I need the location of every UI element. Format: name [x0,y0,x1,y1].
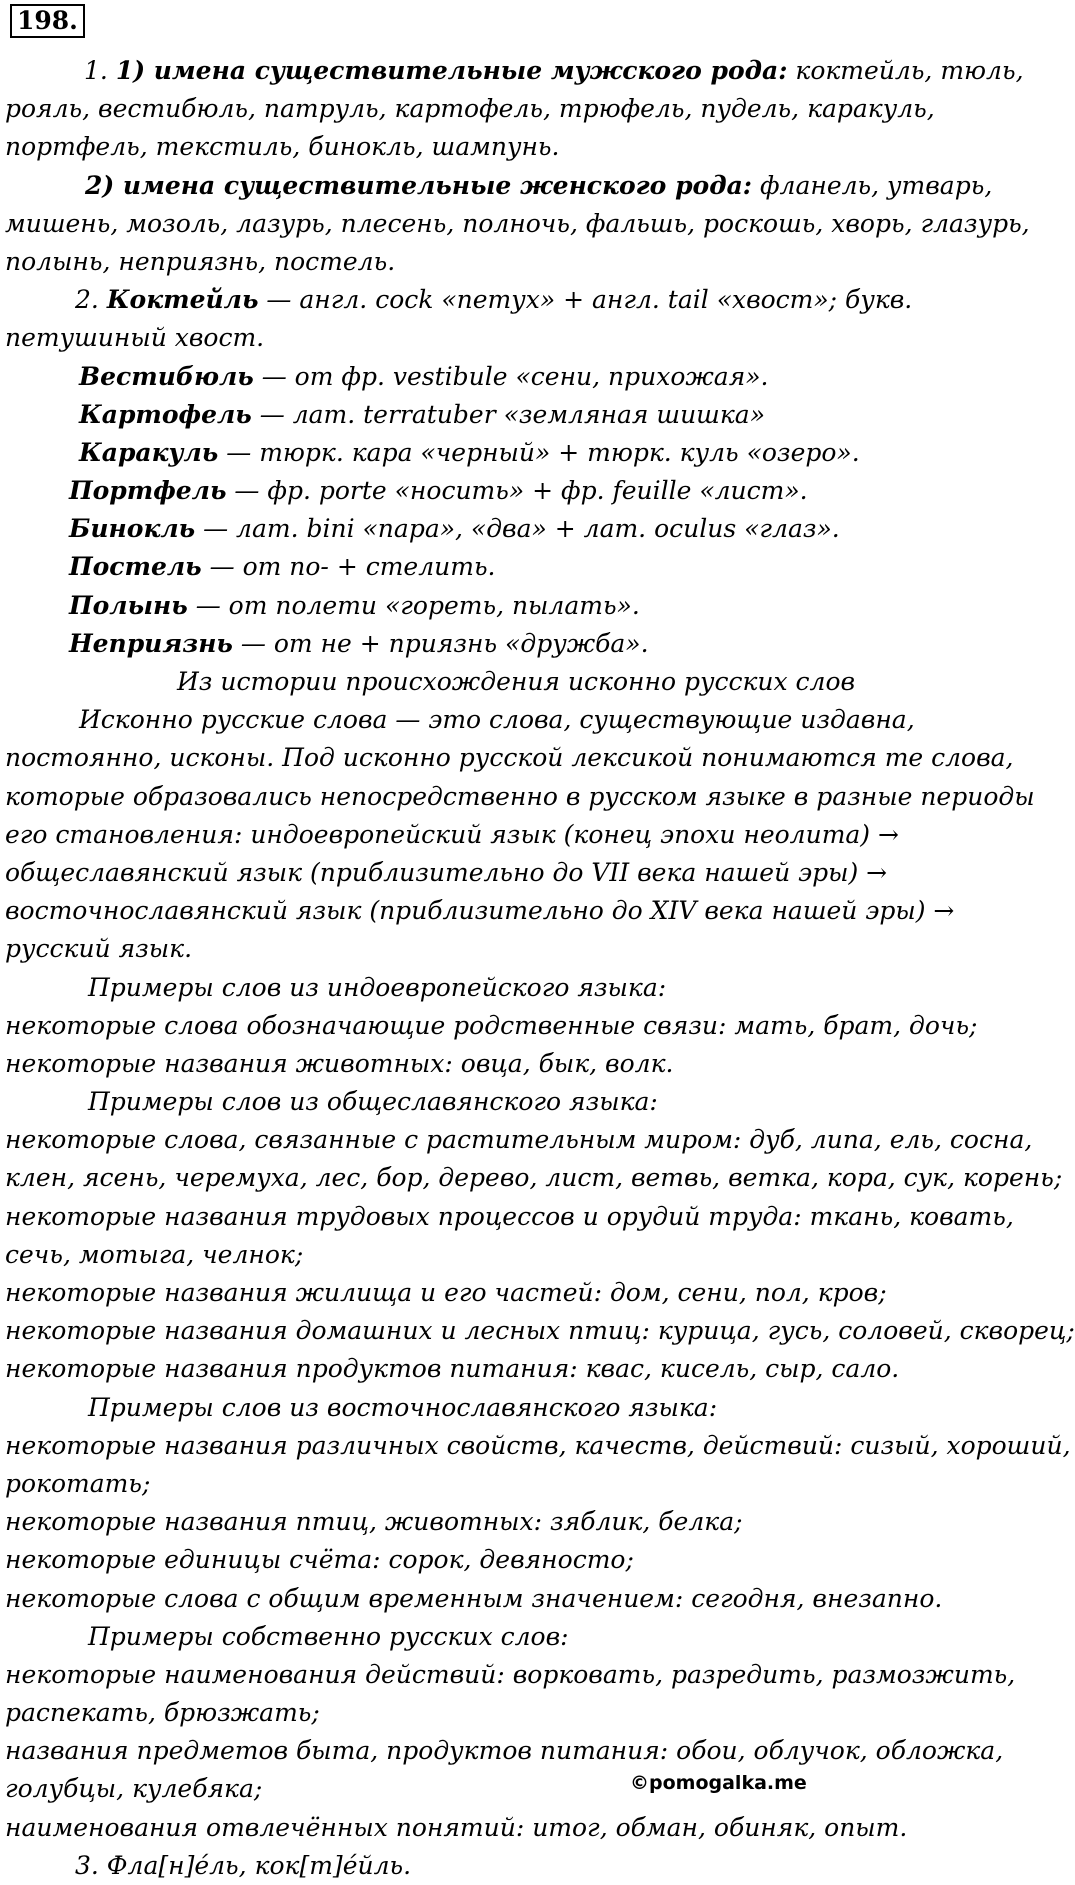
etymology-line: Неприязнь — от не + приязнь «дружба». [69,628,649,658]
exercise-number: 198. [10,4,85,38]
text-line: некоторые наименования действий: ворковать, разредить, размозжить, [5,1659,1016,1689]
watermark: ©pomogalka.me [630,1772,807,1794]
etymology-line: Портфель — фр. porte «носить» + фр. feuille «лист». [69,476,808,506]
etymology-line: Каракуль — тюрк. кара «черный» + тюрк. куль «озеро». [79,437,860,467]
text-line: некоторые слова, связанные с растительным миром: дуб, липа, ель, сосна, [5,1125,1033,1155]
bold-term: Коктейль [106,285,259,315]
etymology-line: Бинокль — лат. bini «пара», «два» + лат. oculus «глаз». [69,514,840,544]
text-line: некоторые слова с общим временным значением: сегодня, внезапно. [5,1583,943,1613]
text-line: рояль, вестибюль, патруль, картофель, трюфель, пудель, каракуль, [5,94,935,124]
text-line: 1. 1) имена существительные мужского рода: коктейль, тюль, [84,56,1024,85]
text-line: названия предметов быта, продуктов питания: обои, облучок, обложка, [5,1736,1004,1766]
text-line: распекать, брюзжать; [5,1698,320,1728]
text-line: некоторые названия животных: овца, бык, волк. [5,1048,674,1078]
text-line: восточнославянский язык (приблизительно до XIV века нашей эры) → [5,896,955,926]
text-line: рокотать; [5,1468,151,1498]
text-line: 3. Фла[н]éль, кок[т]éйль. [75,1850,412,1880]
text-line: некоторые названия различных свойств, качеств, действий: сизый, хороший, [5,1430,1071,1460]
text-line: сечь, мотыга, челнок; [5,1239,304,1269]
text-line: некоторые единицы счёта: сорок, девяносто; [5,1545,634,1575]
text-line: некоторые названия продуктов питания: квас, кисель, сыр, сало. [5,1354,900,1384]
text-line: петушиный хвост. [5,323,265,353]
bold-term: 2) имена существительные женского рода: [85,170,753,200]
text-line: голубцы, кулебяка; [5,1774,263,1804]
etymology-line: Вестибюль — от фр. vestibule «сени, прихожая». [79,361,769,391]
etymology-line: Картофель — лат. terratuber «земляная шишка» [79,399,765,429]
text-line: некоторые названия трудовых процессов и орудий труда: ткань, ковать, [5,1201,1014,1231]
exercise-text [5,52,1075,1885]
subheading: Примеры слов из индоевропейского языка: [88,972,667,1002]
text-line: некоторые названия птиц, животных: зяблик, белка; [5,1507,743,1537]
text-line: его становления: индоевропейский язык (конец эпохи неолита) → [5,819,899,849]
text-line: которые образовались непосредственно в русском языке в разные периоды [5,781,1035,811]
text-line: некоторые слова обозначающие родственные связи: мать, брат, дочь; [5,1010,978,1040]
text-line: некоторые названия жилища и его частей: дом, сени, пол, кров; [5,1278,887,1307]
text-line: общеславянский язык (приблизительно до VII века нашей эры) → [5,857,888,887]
bold-term: 1) имена существительные мужского рода: [115,56,788,85]
subheading: Примеры слов из общеславянского языка: [88,1087,658,1117]
text-line: русский язык. [5,934,193,964]
text-line: клен, ясень, черемуха, лес, бор, дерево, лист, ветвь, ветка, кора, сук, корень; [5,1163,1063,1193]
etymology-line: Постель — от по- + стелить. [69,552,496,582]
text-line: портфель, текстиль, бинокль, шампунь. [5,132,560,162]
text-line: наименования отвлечённых понятий: итог, обман, обиняк, опыт. [5,1812,908,1842]
text-line: 2) имена существительные женского рода: фланель, утварь, [85,170,993,200]
text-line: постоянно, исконы. Под исконно русской лексикой понимаются те слова, [5,743,1014,773]
section-heading: Из истории происхождения исконно русских слов [177,667,856,696]
text-line: полынь, неприязнь, постель. [5,246,396,276]
subheading: Примеры собственно русских слов: [88,1621,569,1651]
text-line: некоторые названия домашних и лесных птиц: курица, гусь, соловей, скворец; [5,1316,1075,1346]
text-line: 2. Коктейль — англ. cock «петух» + англ. tail «хвост»; букв. [75,285,913,315]
text-line: Исконно русские слова — это слова, существующие издавна, [79,705,915,735]
etymology-line: Полынь — от полети «гореть, пылать». [69,590,640,620]
text-line: мишень, мозоль, лазурь, плесень, полночь, фальшь, роскошь, хворь, глазурь, [5,208,1030,238]
subheading: Примеры слов из восточнославянского языка: [88,1392,718,1422]
